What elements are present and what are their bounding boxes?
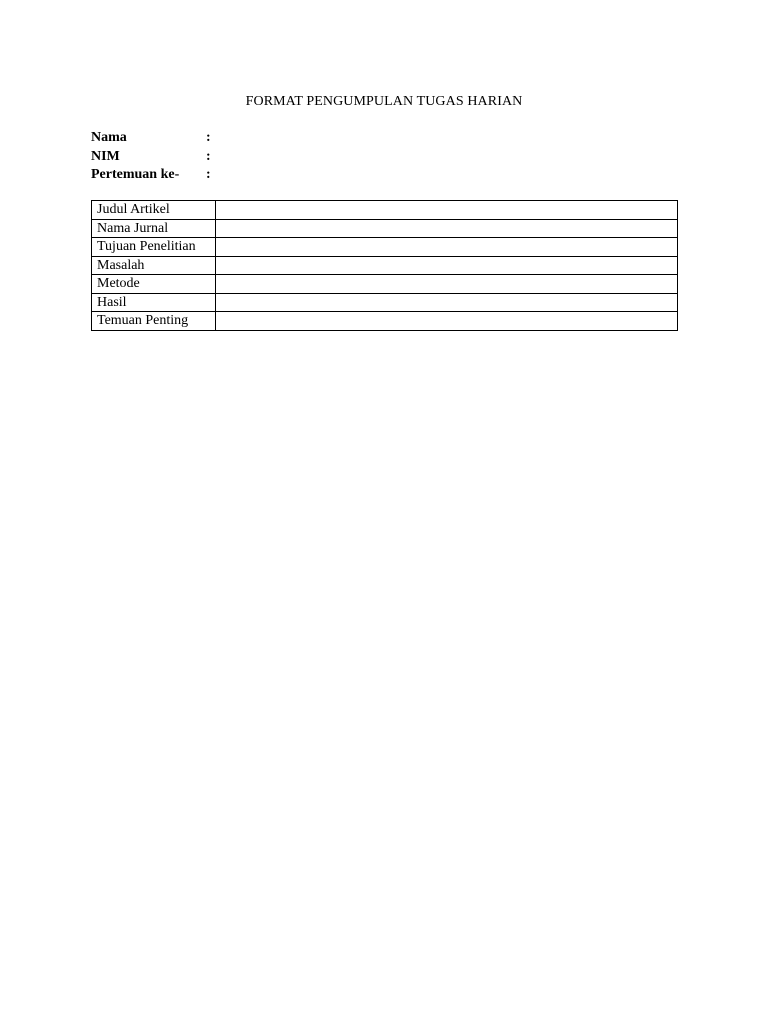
- row-value-temuan-penting: [216, 312, 678, 331]
- assignment-table: [91, 200, 678, 331]
- row-label-metode: Metode: [92, 275, 216, 294]
- table-row: [92, 312, 678, 331]
- row-label-judul-artikel: Judul Artikel: [92, 201, 216, 220]
- info-label-nim: NIM: [91, 148, 120, 164]
- info-separator: :: [206, 148, 211, 164]
- table-row: [92, 256, 678, 275]
- info-label-nama: Nama: [91, 130, 127, 145]
- table-row: [92, 219, 678, 238]
- row-label-nama-jurnal: Nama Jurnal: [92, 219, 216, 238]
- info-label-pertemuan: Pertemuan ke-: [91, 167, 180, 182]
- row-value-tujuan-penelitian: [216, 238, 678, 257]
- row-label-temuan-penting: Temuan Penting: [92, 312, 216, 331]
- row-value-nama-jurnal: [216, 219, 678, 238]
- row-label-hasil: Hasil: [92, 293, 216, 312]
- info-separator: :: [206, 167, 211, 182]
- table-row: [92, 201, 678, 220]
- info-separator: :: [206, 130, 211, 145]
- table-row: [92, 238, 678, 257]
- row-value-masalah: [216, 256, 678, 275]
- row-value-hasil: [216, 293, 678, 312]
- table-row: [92, 293, 678, 312]
- row-label-tujuan-penelitian: Tujuan Penelitian: [92, 238, 216, 257]
- row-value-metode: [216, 275, 678, 294]
- document-title: FORMAT PENGUMPULAN TUGAS HARIAN: [245, 94, 523, 109]
- row-label-masalah: Masalah: [92, 256, 216, 275]
- table-row: [92, 275, 678, 294]
- row-value-judul-artikel: [216, 201, 678, 220]
